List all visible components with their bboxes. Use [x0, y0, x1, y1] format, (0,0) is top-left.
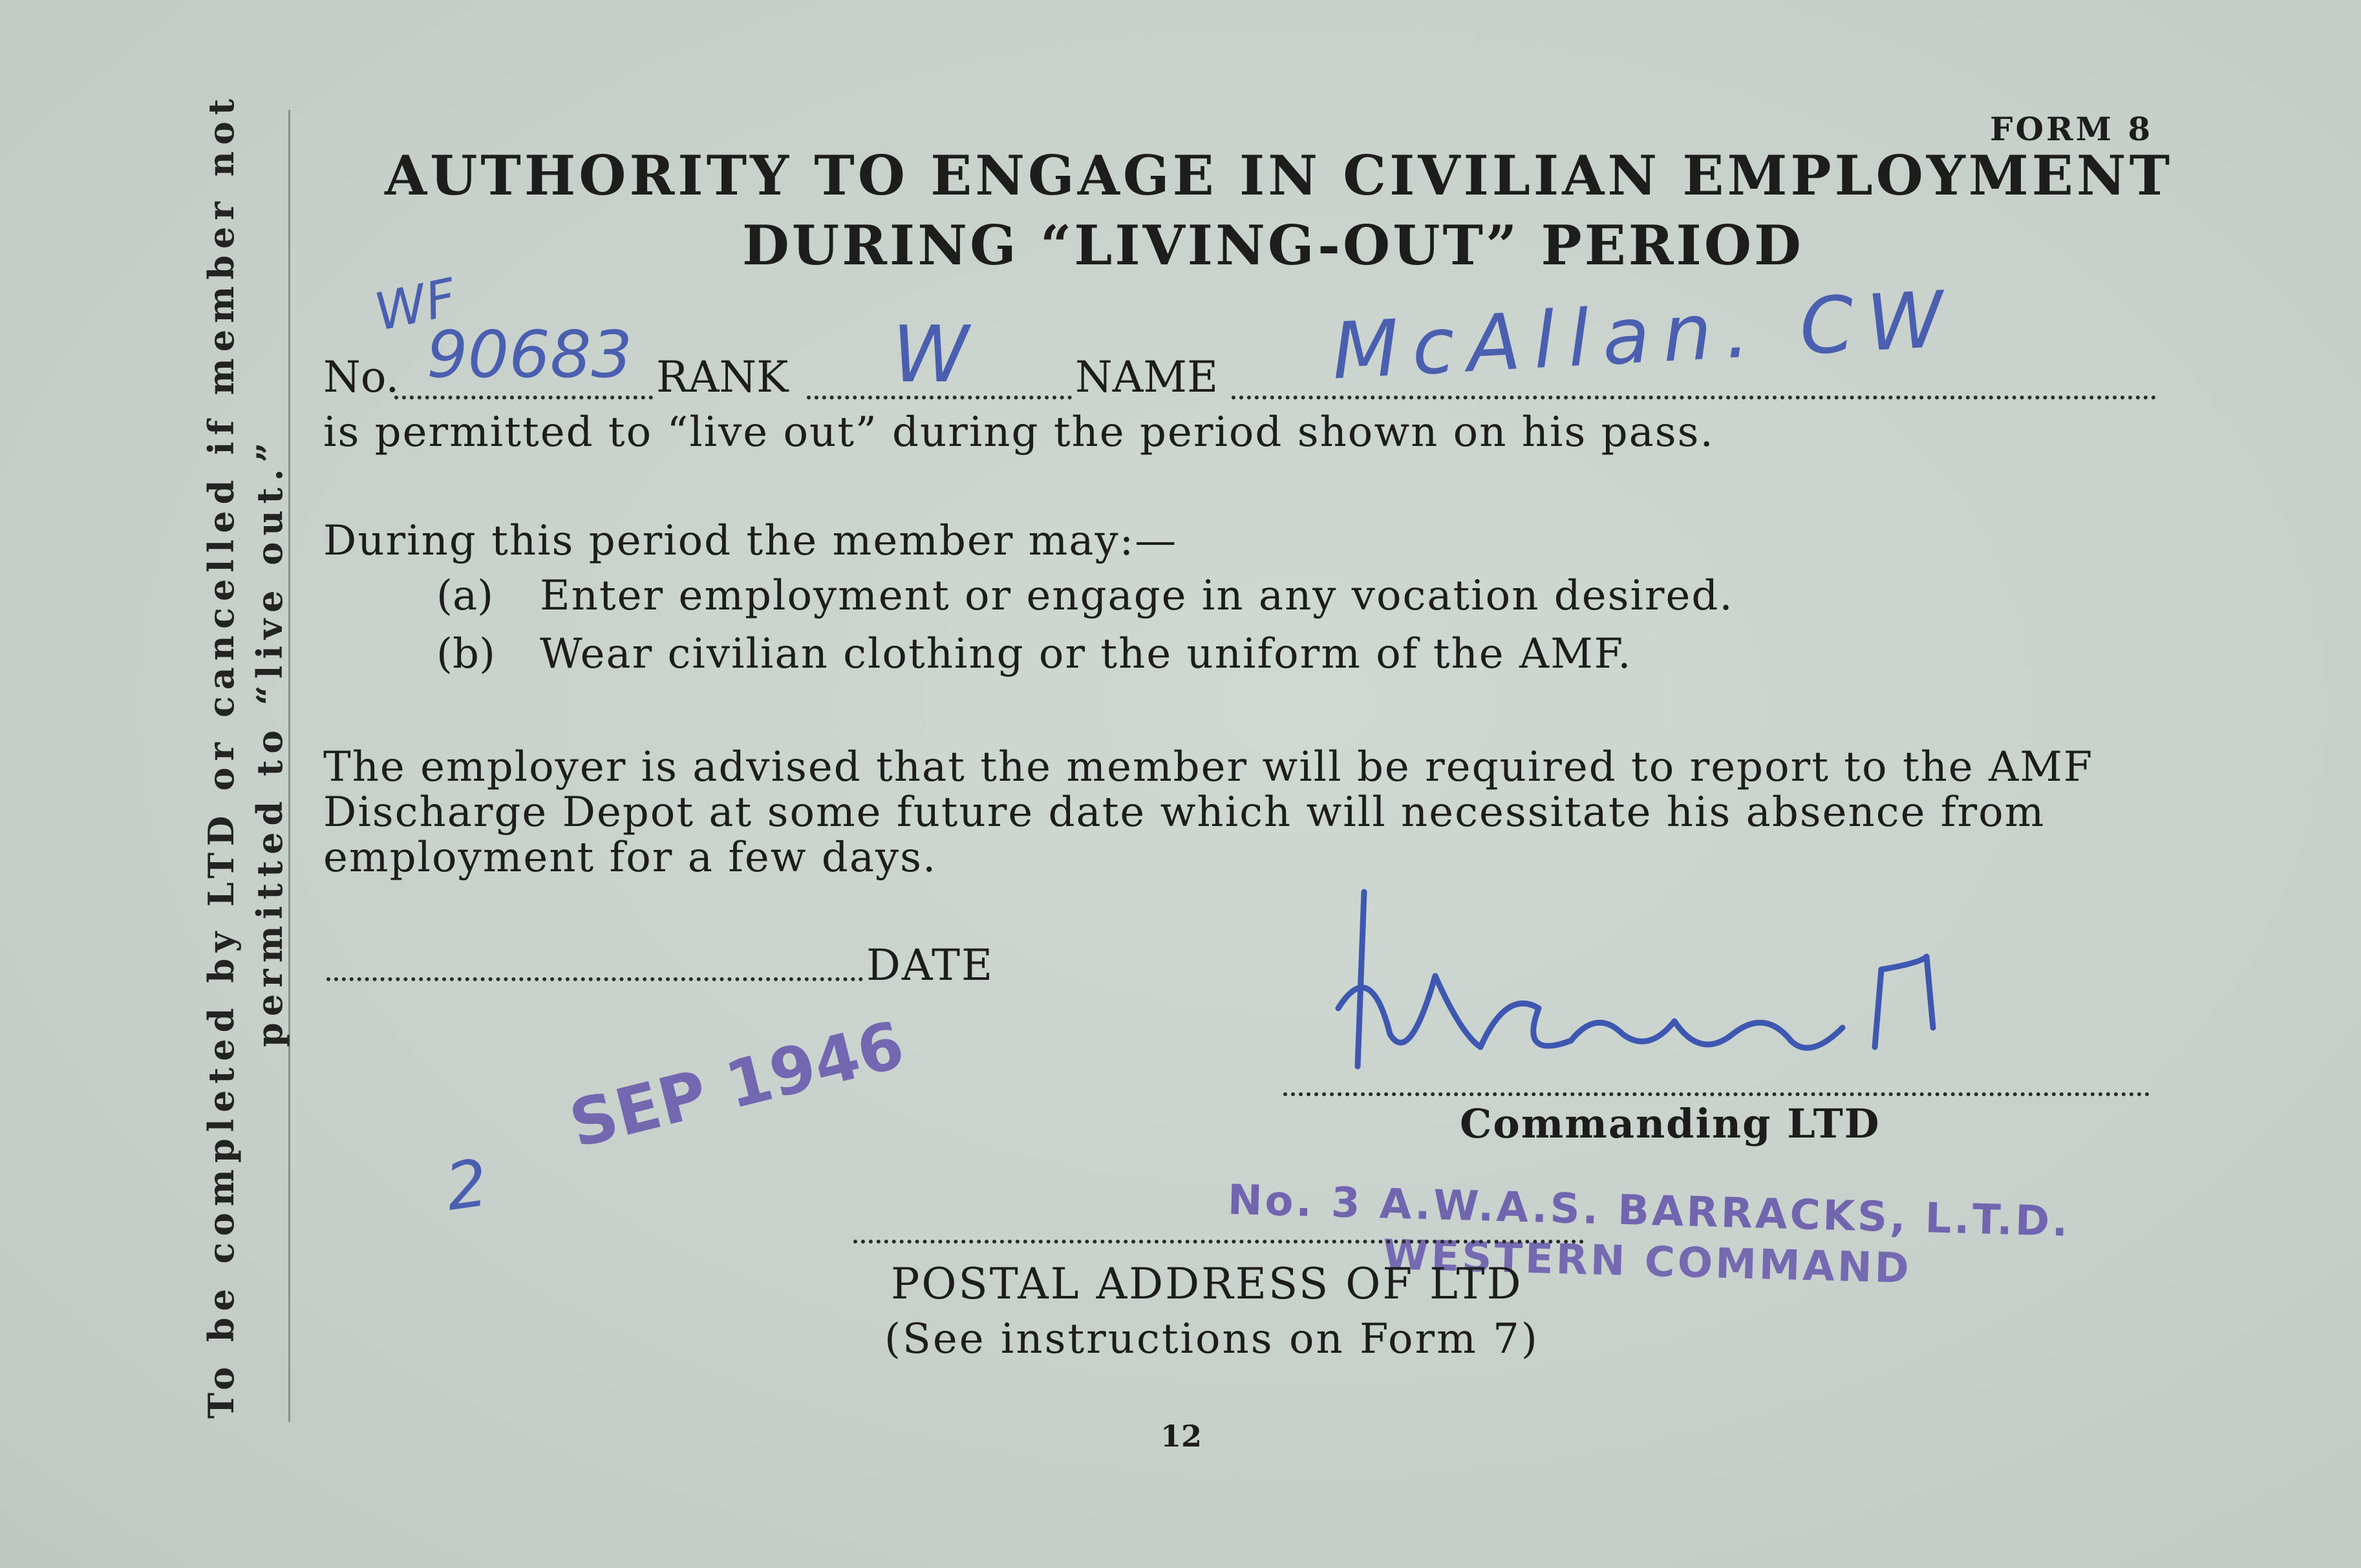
no-prefix-handwritten: WF [369, 267, 462, 343]
employer-notice-line3: employment for a few days. [323, 834, 937, 882]
address-stamp-line1: No. 3 A.W.A.S. BARRACKS, L.T.D. [1227, 1176, 2071, 1247]
signature-dotted-line [1283, 1092, 2150, 1096]
name-value-handwritten: McAllan. CW [1330, 274, 1959, 397]
date-dotted-line [326, 977, 863, 981]
name-label: NAME [1075, 352, 1219, 402]
no-dotted-line [394, 396, 653, 399]
side-note-line1: To be completed by LTD or cancelled if member not [200, 92, 242, 1419]
rank-label: RANK [656, 352, 789, 402]
form-label: FORM 8 [1990, 110, 2153, 148]
postal-dotted-line [853, 1240, 1584, 1244]
date-label: DATE [866, 940, 994, 990]
no-value-handwritten: 90683 [427, 317, 633, 392]
permission-a-letter: (a) [436, 572, 494, 620]
date-stamp-day: 2 [441, 1145, 493, 1225]
signature-graphic [1312, 879, 2036, 1086]
title-line1: AUTHORITY TO ENGAGE IN CIVILIAN EMPLOYMENT [385, 143, 2174, 207]
employer-notice-line2: Discharge Depot at some future date which will necessitate his absence from [323, 789, 2046, 836]
permission-b-letter: (b) [436, 630, 495, 678]
date-stamp: SEP 1946 [562, 1006, 912, 1163]
page-number: 12 [1160, 1419, 1202, 1454]
postal-label: POSTAL ADDRESS OF LTD [891, 1259, 1523, 1309]
employer-notice-line1: The employer is advised that the member will be required to report to the AMF [323, 743, 2094, 791]
title-line2: DURING “LIVING-OUT” PERIOD [742, 213, 1804, 277]
address-stamp-line2: WESTERN COMMAND [1382, 1231, 1912, 1293]
during-heading: During this period the member may:— [323, 517, 1178, 565]
no-label: No. [323, 352, 400, 402]
side-note-line2: permitted to “live out.” [249, 436, 290, 1047]
rank-value-handwritten: W [892, 310, 969, 400]
commanding-label: Commanding LTD [1460, 1100, 1881, 1147]
permission-b-text: Wear civilian clothing or the uniform of the AMF. [540, 630, 1632, 678]
name-dotted-line [1232, 396, 2156, 399]
permission-a-text: Enter employment or engage in any vocation desired. [540, 572, 1734, 620]
permit-sentence: is permitted to “live out” during the period shown on his pass. [323, 408, 1715, 456]
postal-note: (See instructions on Form 7) [884, 1315, 1539, 1363]
